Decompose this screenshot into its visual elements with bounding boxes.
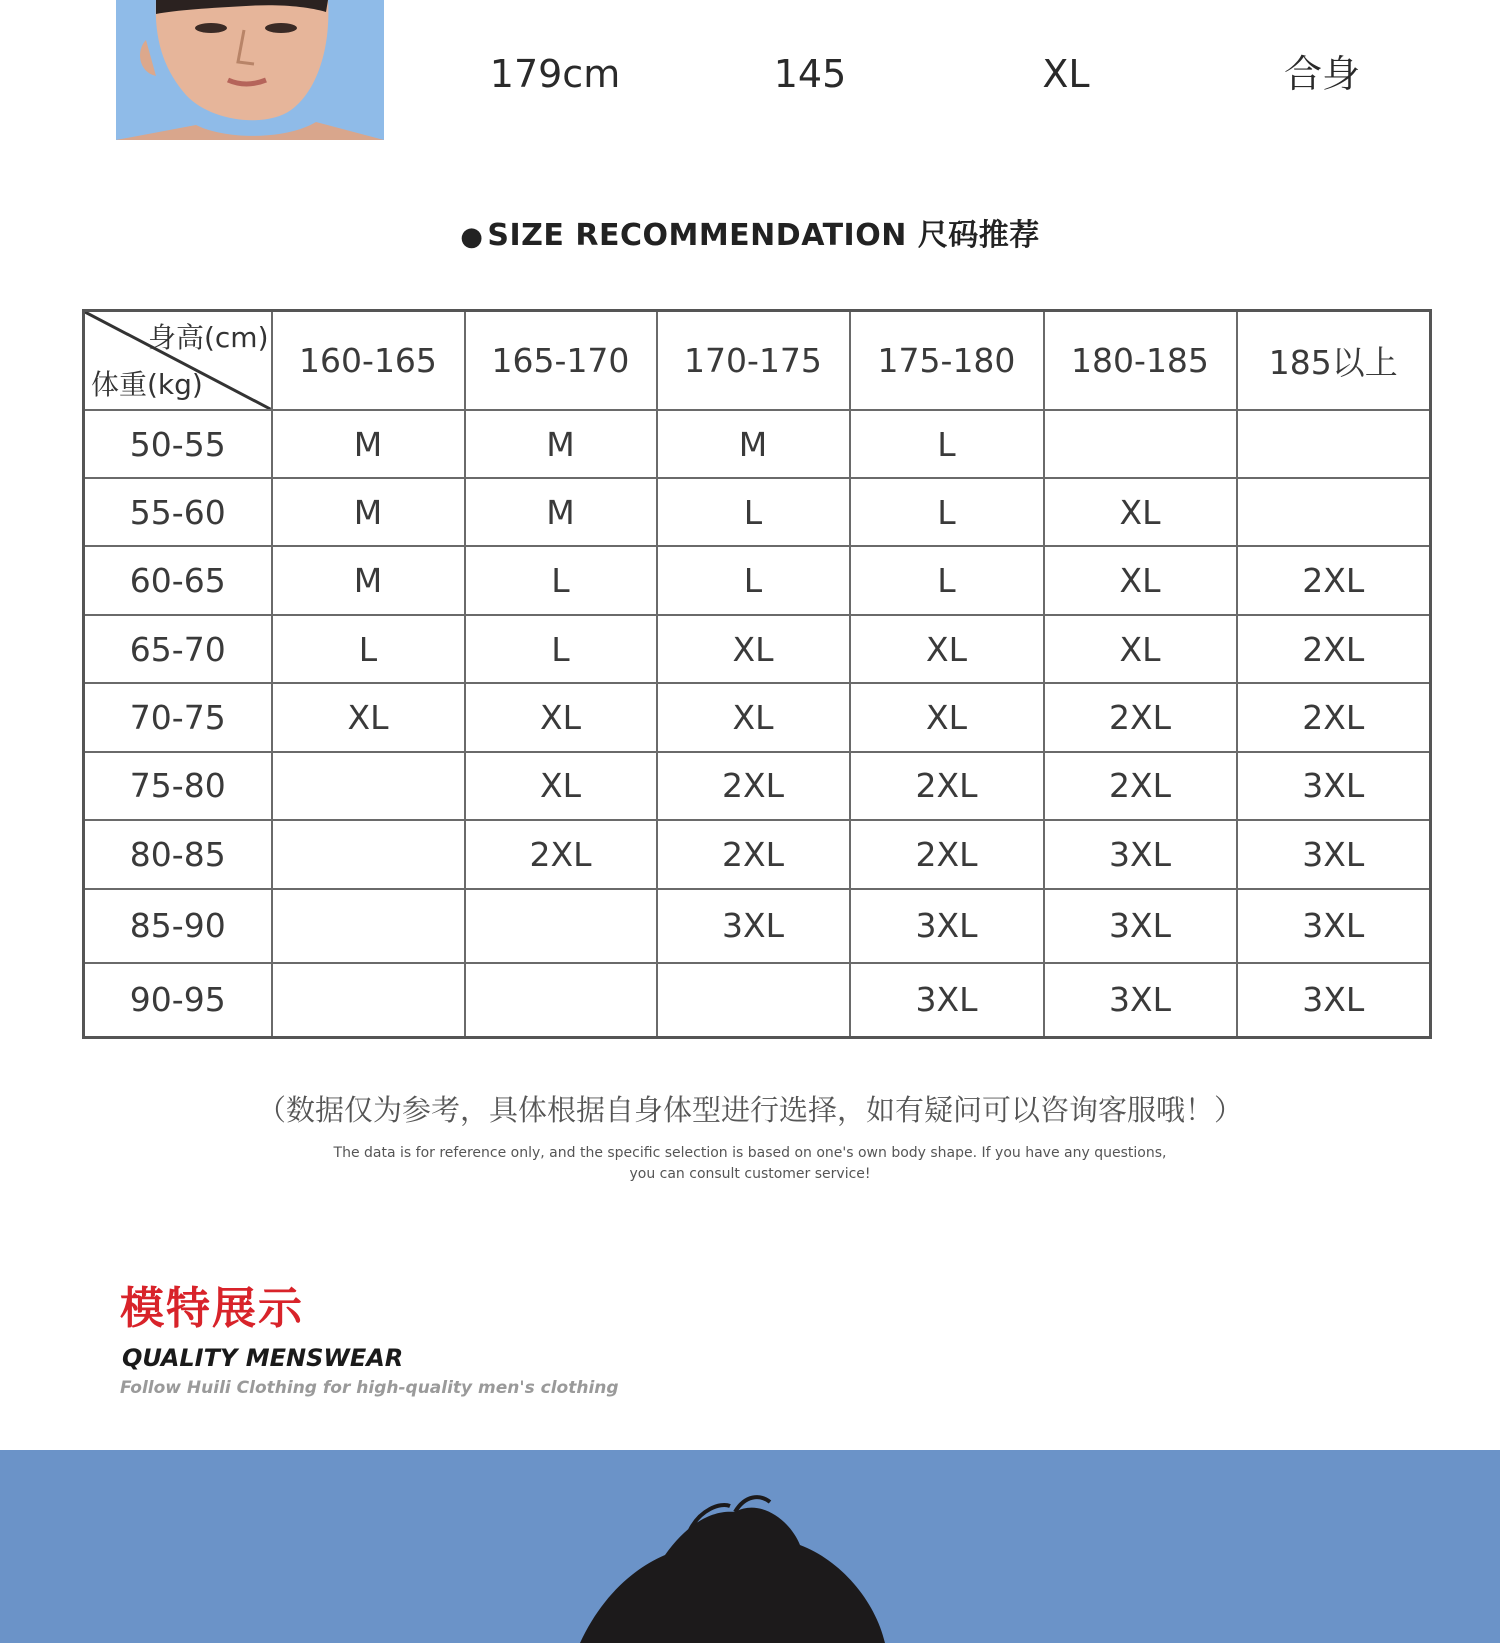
size-cell: 3XL bbox=[850, 889, 1044, 963]
size-cell: 2XL bbox=[1044, 683, 1237, 751]
size-cell: L bbox=[465, 615, 657, 683]
size-cell bbox=[272, 963, 465, 1038]
size-cell: 3XL bbox=[1044, 820, 1237, 889]
size-cell: 3XL bbox=[1044, 963, 1237, 1038]
table-row bbox=[84, 615, 1431, 683]
size-cell bbox=[1237, 478, 1431, 546]
size-cell: XL bbox=[1044, 478, 1237, 546]
showcase-photo bbox=[0, 1450, 1500, 1643]
size-cell: L bbox=[465, 546, 657, 615]
size-cell: 3XL bbox=[1237, 820, 1431, 889]
table-row bbox=[84, 889, 1431, 963]
size-cell: 2XL bbox=[1237, 615, 1431, 683]
size-cell: L bbox=[272, 615, 465, 683]
table-header-row bbox=[84, 311, 1431, 411]
size-cell: 2XL bbox=[657, 752, 850, 820]
reference-note-en-line1: The data is for reference only, and the specific selection is based on one's own body shape. If you have any questions, bbox=[333, 1145, 1167, 1161]
table-row bbox=[84, 478, 1431, 546]
model-height: 179cm bbox=[489, 52, 621, 96]
size-cell bbox=[272, 889, 465, 963]
reference-note-en-line2: you can consult customer service! bbox=[629, 1166, 871, 1182]
size-cell: XL bbox=[850, 615, 1044, 683]
table-row bbox=[84, 683, 1431, 751]
showcase-subtitle: QUALITY MENSWEAR bbox=[122, 1344, 404, 1372]
size-cell: XL bbox=[272, 683, 465, 751]
column-header: 165-170 bbox=[465, 311, 657, 411]
showcase-tagline: Follow Huili Clothing for high-quality men's clothing bbox=[120, 1378, 619, 1398]
row-weight-cell: 80-85 bbox=[84, 820, 272, 889]
size-cell: M bbox=[272, 478, 465, 546]
size-cell: XL bbox=[657, 683, 850, 751]
model-size: XL bbox=[1042, 52, 1090, 96]
size-cell bbox=[465, 889, 657, 963]
model-fit: 合身 bbox=[1283, 52, 1361, 96]
size-cell: M bbox=[272, 546, 465, 615]
column-header: 180-185 bbox=[1044, 311, 1237, 411]
size-cell: XL bbox=[465, 683, 657, 751]
height-axis-label: 身高(cm) bbox=[147, 321, 269, 354]
size-cell: XL bbox=[657, 615, 850, 683]
size-cell: 2XL bbox=[1044, 752, 1237, 820]
table-row bbox=[84, 820, 1431, 889]
size-cell: L bbox=[657, 546, 850, 615]
table-corner-cell bbox=[84, 311, 272, 411]
size-cell: M bbox=[465, 410, 657, 478]
size-cell: L bbox=[850, 478, 1044, 546]
showcase-title: 模特展示 bbox=[120, 1283, 304, 1334]
size-cell: 3XL bbox=[1237, 963, 1431, 1038]
size-cell: M bbox=[657, 410, 850, 478]
size-cell: L bbox=[657, 478, 850, 546]
column-header: 185以上 bbox=[1237, 311, 1431, 411]
size-cell bbox=[272, 752, 465, 820]
row-weight-cell: 75-80 bbox=[84, 752, 272, 820]
column-header: 160-165 bbox=[272, 311, 465, 411]
reference-note-en bbox=[330, 1143, 1170, 1185]
size-cell: 2XL bbox=[657, 820, 850, 889]
reference-note-cn: （数据仅为参考，具体根据自身体型进行选择，如有疑问可以咨询客服哦！） bbox=[256, 1093, 1243, 1127]
row-weight-cell: 60-65 bbox=[84, 546, 272, 615]
row-weight-cell: 55-60 bbox=[84, 478, 272, 546]
model-info-row bbox=[0, 44, 1500, 104]
size-cell: 3XL bbox=[1237, 889, 1431, 963]
row-weight-cell: 85-90 bbox=[84, 889, 272, 963]
size-cell: L bbox=[850, 410, 1044, 478]
size-table bbox=[82, 309, 1432, 1039]
size-cell: 2XL bbox=[1237, 546, 1431, 615]
row-weight-cell: 70-75 bbox=[84, 683, 272, 751]
table-row bbox=[84, 546, 1431, 615]
size-cell: XL bbox=[1044, 615, 1237, 683]
size-cell: 2XL bbox=[465, 820, 657, 889]
size-cell: 2XL bbox=[850, 752, 1044, 820]
size-cell bbox=[657, 963, 850, 1038]
size-cell bbox=[272, 820, 465, 889]
model-weight: 145 bbox=[773, 52, 847, 96]
size-cell: M bbox=[465, 478, 657, 546]
weight-axis-label: 体重(kg) bbox=[91, 368, 203, 402]
size-cell bbox=[465, 963, 657, 1038]
size-cell: 3XL bbox=[1237, 752, 1431, 820]
column-header: 175-180 bbox=[850, 311, 1044, 411]
row-weight-cell: 50-55 bbox=[84, 410, 272, 478]
table-row bbox=[84, 752, 1431, 820]
size-heading-text: SIZE RECOMMENDATION 尺码推荐 bbox=[487, 218, 1040, 253]
row-weight-cell: 65-70 bbox=[84, 615, 272, 683]
table-row bbox=[84, 410, 1431, 478]
size-cell: XL bbox=[465, 752, 657, 820]
size-cell: M bbox=[272, 410, 465, 478]
size-cell: 2XL bbox=[850, 820, 1044, 889]
size-cell: 2XL bbox=[1237, 683, 1431, 751]
size-cell bbox=[1044, 410, 1237, 478]
table-row bbox=[84, 963, 1431, 1038]
size-cell: XL bbox=[850, 683, 1044, 751]
size-cell: 3XL bbox=[657, 889, 850, 963]
bullet-dot-icon: ● bbox=[460, 222, 484, 252]
size-cell bbox=[1237, 410, 1431, 478]
column-header: 170-175 bbox=[657, 311, 850, 411]
size-recommendation-heading bbox=[0, 210, 1500, 254]
row-weight-cell: 90-95 bbox=[84, 963, 272, 1038]
size-cell: 3XL bbox=[850, 963, 1044, 1038]
size-cell: L bbox=[850, 546, 1044, 615]
size-cell: XL bbox=[1044, 546, 1237, 615]
size-cell: 3XL bbox=[1044, 889, 1237, 963]
